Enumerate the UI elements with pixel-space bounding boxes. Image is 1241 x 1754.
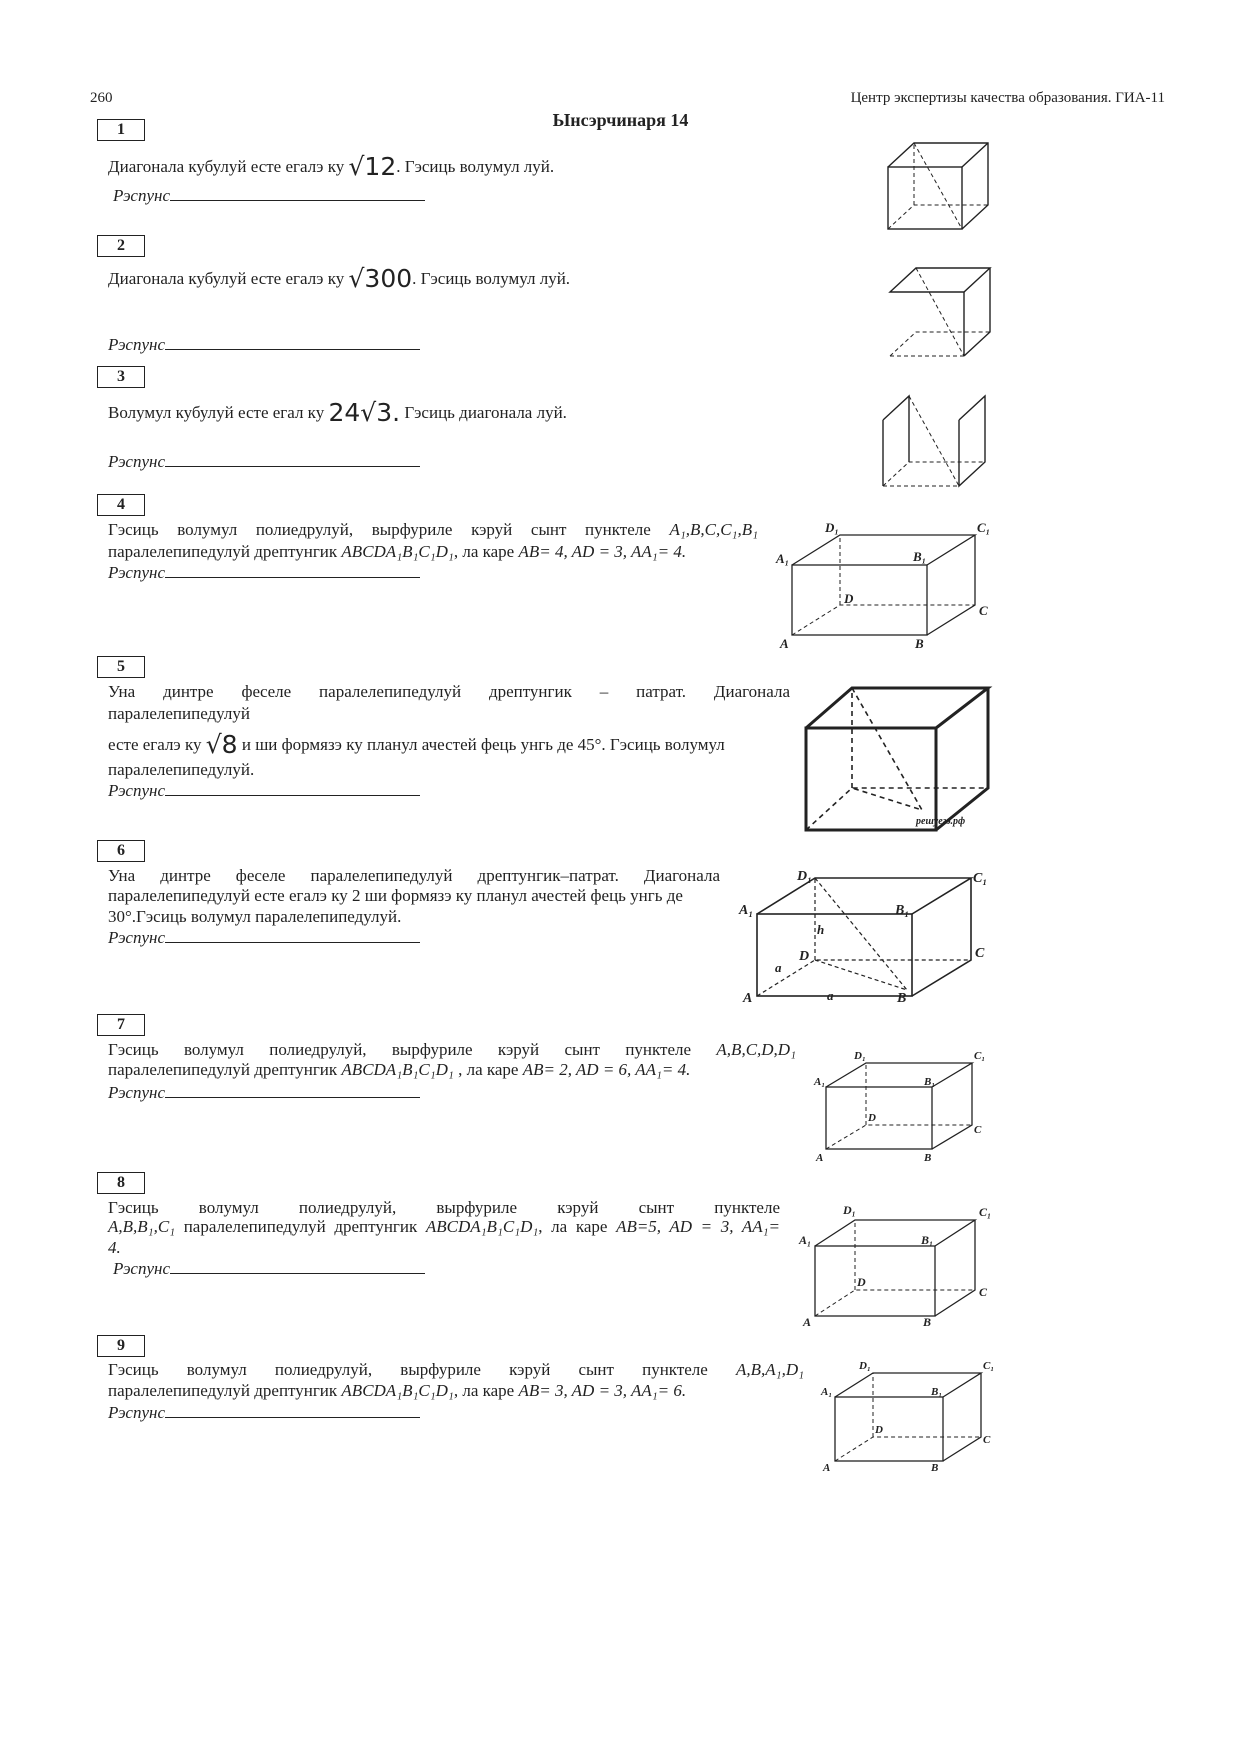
- box-figure-4: [770, 515, 1000, 655]
- problem-2-text-b: . Гэсиць волумул луй.: [412, 269, 571, 288]
- problem-number-7: 7: [97, 1014, 145, 1036]
- label-d: D: [799, 949, 810, 964]
- problem-2-text-a: Диагонала кубулуй есте егалэ ку: [108, 269, 345, 288]
- label-a: A: [823, 1462, 831, 1474]
- problem-number-6: 6: [97, 840, 145, 862]
- problem-9-points: A,B,A₁,D₁: [736, 1360, 804, 1379]
- problem-5-line3: [108, 730, 725, 759]
- problem-3-text: [108, 398, 567, 427]
- problem-2-text: [108, 264, 571, 293]
- answer-label: Рэспунс: [108, 563, 165, 582]
- label-b1: B₁: [913, 549, 927, 564]
- problem-2-radical: √300: [348, 264, 413, 293]
- problem-1-text-a: Диагонала кубулуй есте егалэ ку: [108, 157, 345, 176]
- label-c1: C₁: [979, 1205, 992, 1219]
- label-a1: A₁: [799, 1233, 812, 1247]
- problem-5-line3-text-b: и ши формязэ ку планул ачестей фець унгь де 45°. Гэсиць волумул: [241, 735, 725, 754]
- problem-4-line1: [108, 519, 758, 541]
- answer-line-1[interactable]: [113, 184, 425, 206]
- problem-number-4: 4: [97, 494, 145, 516]
- label-c: C: [983, 1434, 991, 1446]
- problem-8-line2-text-b: , ла каре: [538, 1217, 617, 1236]
- problem-9-box: ABCDA₁B₁C₁D₁: [341, 1381, 454, 1400]
- problem-1-radical: √12: [348, 152, 397, 181]
- page-header: Центр экспертизы качества образования. ГИА-11: [850, 90, 1165, 106]
- page-number: 260: [90, 90, 113, 106]
- answer-line-5[interactable]: [108, 779, 420, 801]
- problem-8-line2-text: паралелепипедулуй дрептунгик: [175, 1217, 426, 1236]
- cube-figure-1: [880, 135, 995, 235]
- label-d1: D₁: [825, 520, 839, 535]
- label-b: B: [931, 1462, 939, 1474]
- problem-4-line2-text-b: , ла каре: [453, 542, 519, 561]
- problem-9-line1: [108, 1359, 804, 1381]
- problem-4-points: A₁,B,C,C₁,B₁: [669, 520, 758, 539]
- label-b1: B₁: [924, 1076, 936, 1088]
- answer-label: Рэспунс: [108, 452, 165, 471]
- label-a1: A₁: [739, 903, 754, 918]
- label-c1: C₁: [974, 1050, 986, 1062]
- problem-8-points: A,B,B₁,C₁: [108, 1217, 176, 1236]
- label-d1: D₁: [797, 869, 812, 884]
- problem-9-line2: [108, 1380, 686, 1402]
- problem-5-radical: √8: [205, 730, 238, 759]
- problem-8-values: AB=5, AD = 3, AA₁=: [616, 1217, 780, 1236]
- label-b: B: [923, 1315, 932, 1329]
- problem-6-line3: 30°.Гэсиць волумул паралелепипедулуй.: [108, 907, 402, 926]
- problem-5-line1: Уна динтре феceле паралелепипедулуй дрептунгик – патрат. Диагонала: [108, 682, 790, 701]
- label-c: C: [979, 603, 988, 618]
- answer-label: Рэспунс: [108, 781, 165, 800]
- problem-number-5: 5: [97, 656, 145, 678]
- problem-7-box: ABCDA₁B₁C₁D₁: [341, 1060, 454, 1079]
- label-a1: A₁: [776, 551, 790, 566]
- box-figure-9: [815, 1355, 1000, 1475]
- answer-label: Рэспунс: [113, 1259, 170, 1278]
- problem-9-line2-text: паралелепипедулуй дрептунгик: [108, 1381, 342, 1400]
- label-a: A: [743, 991, 753, 1006]
- problem-6-line1: Уна динтре феceле паралелепипедулуй дрептунгик–патрат. Диагонала: [108, 866, 720, 885]
- problem-7-line1-text: Гэсиць волумул полиедрулуй, вырфуриле кэруй сынт пунктеле: [108, 1040, 692, 1059]
- label-c: C: [979, 1285, 988, 1299]
- problem-4-line1-text: Гэсиць волумул полиедрулуй, вырфуриле кэруй сынт пунктеле: [108, 520, 651, 539]
- box-figure-6: [735, 862, 1000, 1012]
- answer-line-6[interactable]: [108, 926, 420, 948]
- cube-figure-2: [880, 262, 995, 362]
- label-c1: C₁: [983, 1360, 995, 1372]
- problem-number-9: 9: [97, 1335, 145, 1357]
- box-figure-7: [810, 1045, 1000, 1170]
- problem-1-text: [108, 152, 555, 181]
- answer-label: Рэспунс: [108, 1403, 165, 1422]
- label-d: D: [868, 1112, 876, 1124]
- problem-7-line2: [108, 1059, 690, 1081]
- problem-4-line2: [108, 541, 686, 563]
- problem-1-text-b: . Гэсиць волумул луй.: [396, 157, 555, 176]
- problem-7-line2-text-b: , ла каре: [453, 1060, 523, 1079]
- label-d1: D₁: [843, 1203, 856, 1217]
- problem-number-2: 2: [97, 235, 145, 257]
- problem-3-text-a: Волумул кубулуй есте егал ку: [108, 403, 325, 422]
- answer-line-8[interactable]: [113, 1257, 425, 1279]
- label-h: h: [817, 922, 825, 937]
- problem-9-line1-text: Гэсиць волумул полиедрулуй, вырфуриле кэруй сынт пунктеле: [108, 1360, 708, 1379]
- label-c1: C₁: [977, 520, 991, 535]
- label-side-a2: a: [827, 988, 834, 1003]
- problem-8-line1: Гэсиць волумул полиедрулуй, вырфуриле кэруй сынт пунктеле: [108, 1198, 780, 1217]
- problem-5-line3-text: есте егалэ ку: [108, 735, 202, 754]
- problem-6-line2: паралелепипедулуй есте егалэ ку 2 ши формязэ ку планул ачестей фець унгь де: [108, 886, 683, 905]
- problem-4-line2-text: паралелепипедулуй дрептунгик: [108, 542, 342, 561]
- problem-7-line2-text: паралелепипедулуй дрептунгик: [108, 1060, 342, 1079]
- label-b1: B₁: [895, 903, 910, 918]
- problem-number-8: 8: [97, 1172, 145, 1194]
- problem-5-line4: паралелепипедулуй.: [108, 760, 255, 779]
- label-b: B: [897, 991, 907, 1006]
- problem-3-text-b: Гэсиць диагонала луй.: [400, 403, 567, 422]
- label-d1: D₁: [854, 1050, 866, 1062]
- problem-5-line2: паралелепипедулуй: [108, 704, 250, 723]
- label-a: A: [780, 636, 789, 651]
- cube-figure-5: [798, 680, 998, 840]
- problem-9-line2-text-b: , ла каре: [453, 1381, 519, 1400]
- problem-7-line1: [108, 1039, 796, 1061]
- watermark-5: решуегэ.рф: [916, 816, 966, 827]
- answer-label: Рэспунс: [108, 1083, 165, 1102]
- box-figure-8: [795, 1200, 1000, 1330]
- label-a: A: [803, 1315, 812, 1329]
- answer-line-7[interactable]: [108, 1081, 420, 1103]
- problem-8-line2: [108, 1216, 780, 1238]
- problem-4-values: AB= 4, AD = 3, AA₁= 4.: [518, 542, 687, 561]
- cube-figure-3: [875, 392, 995, 492]
- answer-line-9[interactable]: [108, 1401, 420, 1423]
- label-side-a: a: [775, 960, 782, 975]
- label-a1: A₁: [821, 1386, 833, 1398]
- label-b: B: [924, 1152, 932, 1164]
- label-b: B: [915, 636, 924, 651]
- problem-8-box: ABCDA₁B₁C₁D₁: [425, 1217, 539, 1236]
- label-d1: D₁: [859, 1360, 871, 1372]
- label-c: C: [974, 1124, 982, 1136]
- problem-7-points: A,B,C,D,D₁: [716, 1040, 796, 1059]
- problem-number-3: 3: [97, 366, 145, 388]
- answer-label: Рэспунс: [108, 335, 165, 354]
- answer-line-4[interactable]: [108, 561, 420, 583]
- answer-line-2[interactable]: [108, 333, 420, 355]
- answer-label: Рэспунс: [108, 928, 165, 947]
- problem-8-line3: 4.: [108, 1238, 121, 1257]
- label-a1: A₁: [814, 1076, 826, 1088]
- problem-4-box: ABCDA₁B₁C₁D₁: [341, 542, 454, 561]
- problem-number-1: 1: [97, 119, 145, 141]
- label-b1: B₁: [931, 1386, 943, 1398]
- page-title: Ынсэрчинаря 14: [552, 110, 689, 130]
- problem-9-values: AB= 3, AD = 3, AA₁= 6.: [518, 1381, 687, 1400]
- label-b1: B₁: [921, 1233, 934, 1247]
- label-d: D: [844, 591, 854, 606]
- label-a: A: [816, 1152, 824, 1164]
- problem-3-radical: 24√3.: [328, 398, 401, 427]
- problem-7-values: AB= 2, AD = 6, AA₁= 4.: [522, 1060, 691, 1079]
- label-c1: C₁: [973, 871, 988, 886]
- label-d: D: [857, 1275, 866, 1289]
- answer-label: Рэспунс: [113, 186, 170, 205]
- label-c: C: [975, 946, 985, 961]
- answer-line-3[interactable]: [108, 450, 420, 472]
- label-d: D: [875, 1424, 883, 1436]
